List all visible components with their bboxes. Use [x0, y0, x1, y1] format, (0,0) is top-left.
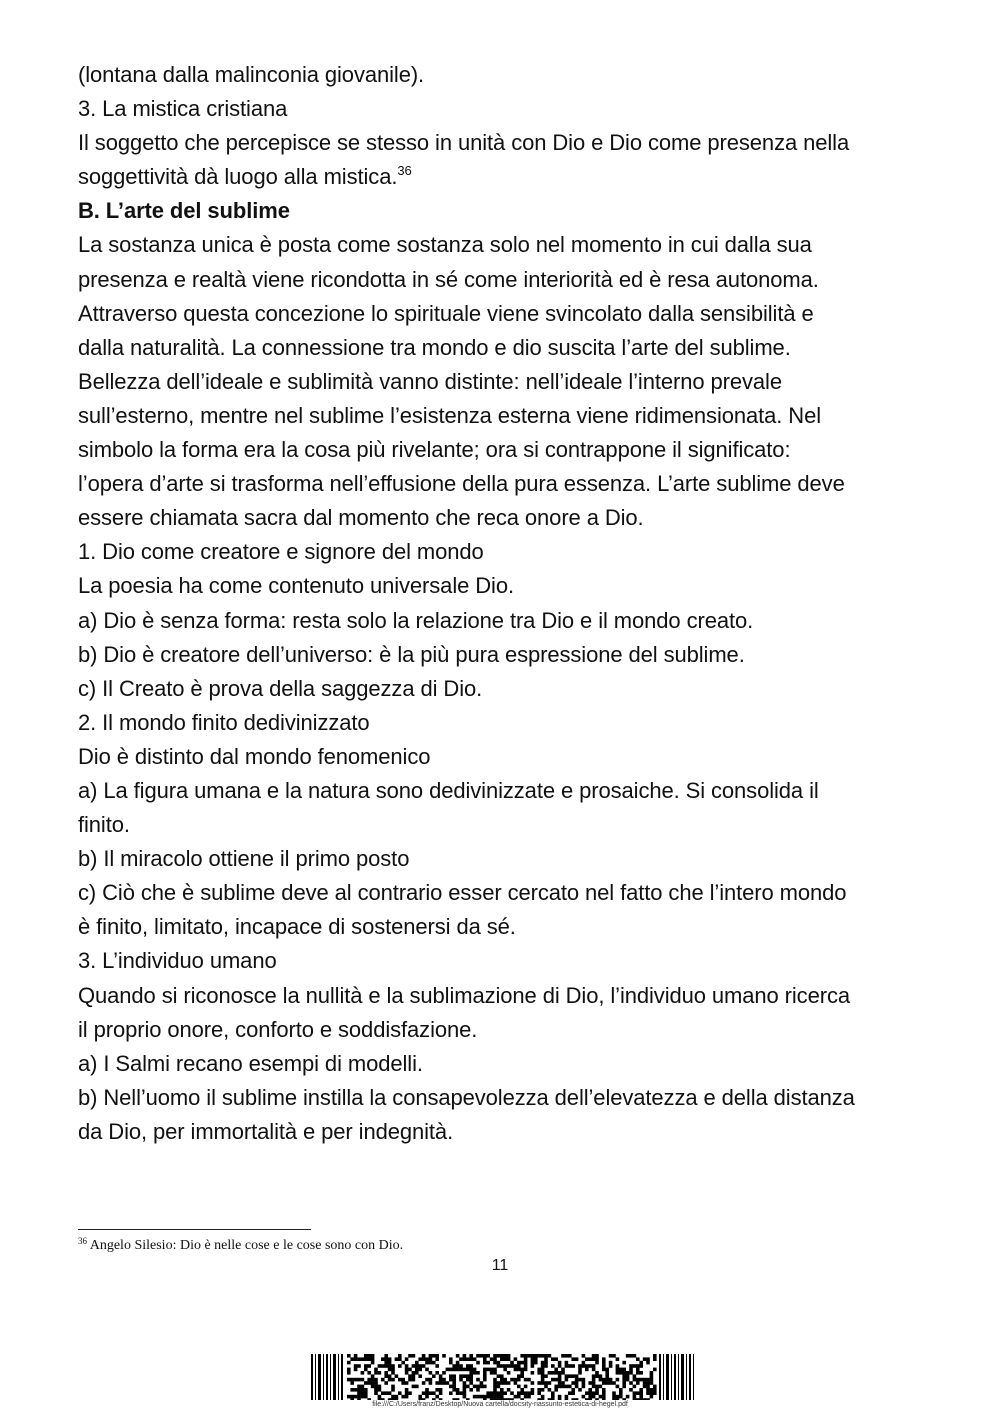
text-line [78, 297, 928, 331]
text-line [78, 979, 928, 1013]
line-text: Dio è distinto dal mondo fenomenico [78, 743, 431, 769]
text-line [78, 1081, 928, 1115]
line-text: La poesia ha come contenuto universale Dio. [78, 573, 514, 599]
line-text: b) Il miracolo ottiene il primo posto [78, 846, 410, 872]
line-text: b) Dio è creatore dell’universo: è la più pura espressione del sublime. [78, 641, 745, 667]
text-line [78, 1047, 928, 1081]
line-text: sull’esterno, mentre nel sublime l’esistenza esterna viene ridimensionata. Nel [78, 402, 822, 428]
text-line [78, 535, 928, 569]
line-text: l’opera d’arte si trasforma nell’effusione della pura essenza. L’arte sublime deve [78, 471, 845, 497]
text-line [78, 808, 928, 842]
text-line [78, 774, 928, 808]
line-text: soggettività dà luogo alla mistica. [78, 164, 398, 190]
footnote-number: 36 [78, 1236, 87, 1246]
line-text: a) Dio è senza forma: resta solo la relazione tra Dio e il mondo creato. [78, 607, 754, 633]
footnote-reference: 36 [397, 163, 412, 179]
line-text: c) Ciò che è sublime deve al contrario esser cercato nel fatto che l’intero mondo [78, 880, 847, 906]
line-text: è finito, limitato, incapace di sostenersi da sé. [78, 914, 516, 940]
line-text: B. L’arte del sublime [78, 198, 290, 224]
line-text: a) I Salmi recano esempi di modelli. [78, 1050, 423, 1076]
line-text: Attraverso questa concezione lo spirituale viene svincolato dalla sensibilità e [78, 300, 814, 326]
line-text: 3. L’individuo umano [78, 948, 277, 974]
text-line [78, 1013, 928, 1047]
line-text: presenza e realtà viene ricondotta in sé come interiorità ed è resa autonoma. [78, 266, 819, 292]
footnote-separator [78, 1229, 311, 1230]
line-text: il proprio onore, conforto e soddisfazione. [78, 1016, 478, 1042]
text-line [78, 638, 928, 672]
text-line [78, 944, 928, 978]
line-text: c) Il Creato è prova della saggezza di Dio. [78, 675, 483, 701]
page-number: 11 [491, 1257, 509, 1274]
text-line [78, 331, 928, 365]
line-text: 1. Dio come creatore e signore del mondo [78, 539, 484, 565]
text-line [78, 365, 928, 399]
footnote-text: Angelo Silesio: Dio è nelle cose e le cose sono con Dio. [89, 1238, 404, 1253]
line-text: Quando si riconosce la nullità e la sublimazione di Dio, l’individuo umano ricerca [78, 982, 850, 1008]
line-text: Il soggetto che percepisce se stesso in unità con Dio e Dio come presenza nella [78, 130, 850, 156]
page-body [78, 58, 928, 1149]
line-text: La sostanza unica è posta come sostanza solo nel momento in cui dalla sua [78, 232, 812, 258]
text-line [78, 160, 928, 194]
line-text: dalla naturalità. La connessione tra mondo e dio suscita l’arte del sublime. [78, 334, 791, 360]
text-line [78, 876, 928, 910]
text-line [78, 126, 928, 160]
text-line [78, 569, 928, 603]
barcode-image [311, 1354, 696, 1400]
text-line [78, 399, 928, 433]
text-line [78, 740, 928, 774]
barcode-caption: file:///C:/Users/franz/Desktop/Nuova cartella/docsity-riassunto-estetica-di-hegel.pdf [372, 1401, 628, 1408]
section-heading [78, 194, 928, 228]
text-line [78, 672, 928, 706]
line-text: (lontana dalla malinconia giovanile). [78, 62, 425, 87]
line-text: essere chiamata sacra dal momento che reca onore a Dio. [78, 505, 644, 531]
text-line [78, 92, 928, 126]
text-line [78, 501, 928, 535]
footnote [78, 1238, 403, 1254]
line-text: da Dio, per immortalità e per indegnità. [78, 1118, 454, 1144]
line-text: b) Nell’uomo il sublime instilla la consapevolezza dell’elevatezza e della distanza [78, 1084, 855, 1110]
text-line [78, 604, 928, 638]
line-text: 3. La mistica cristiana [78, 96, 288, 122]
line-text: simbolo la forma era la cosa più rivelante; ora si contrappone il significato: [78, 437, 791, 463]
text-line [78, 433, 928, 467]
text-line [78, 1115, 928, 1149]
text-line [78, 910, 928, 944]
line-text: Bellezza dell’ideale e sublimità vanno distinte: nell’ideale l’interno prevale [78, 368, 782, 394]
text-line [78, 228, 928, 262]
text-line [78, 263, 928, 297]
line-text: a) La figura umana e la natura sono dedivinizzate e prosaiche. Si consolida il [78, 777, 819, 803]
text-line [78, 58, 928, 92]
line-text: 2. Il mondo finito dedivinizzato [78, 709, 370, 735]
line-text: finito. [78, 812, 130, 838]
text-line [78, 467, 928, 501]
text-line [78, 706, 928, 740]
text-line [78, 842, 928, 876]
